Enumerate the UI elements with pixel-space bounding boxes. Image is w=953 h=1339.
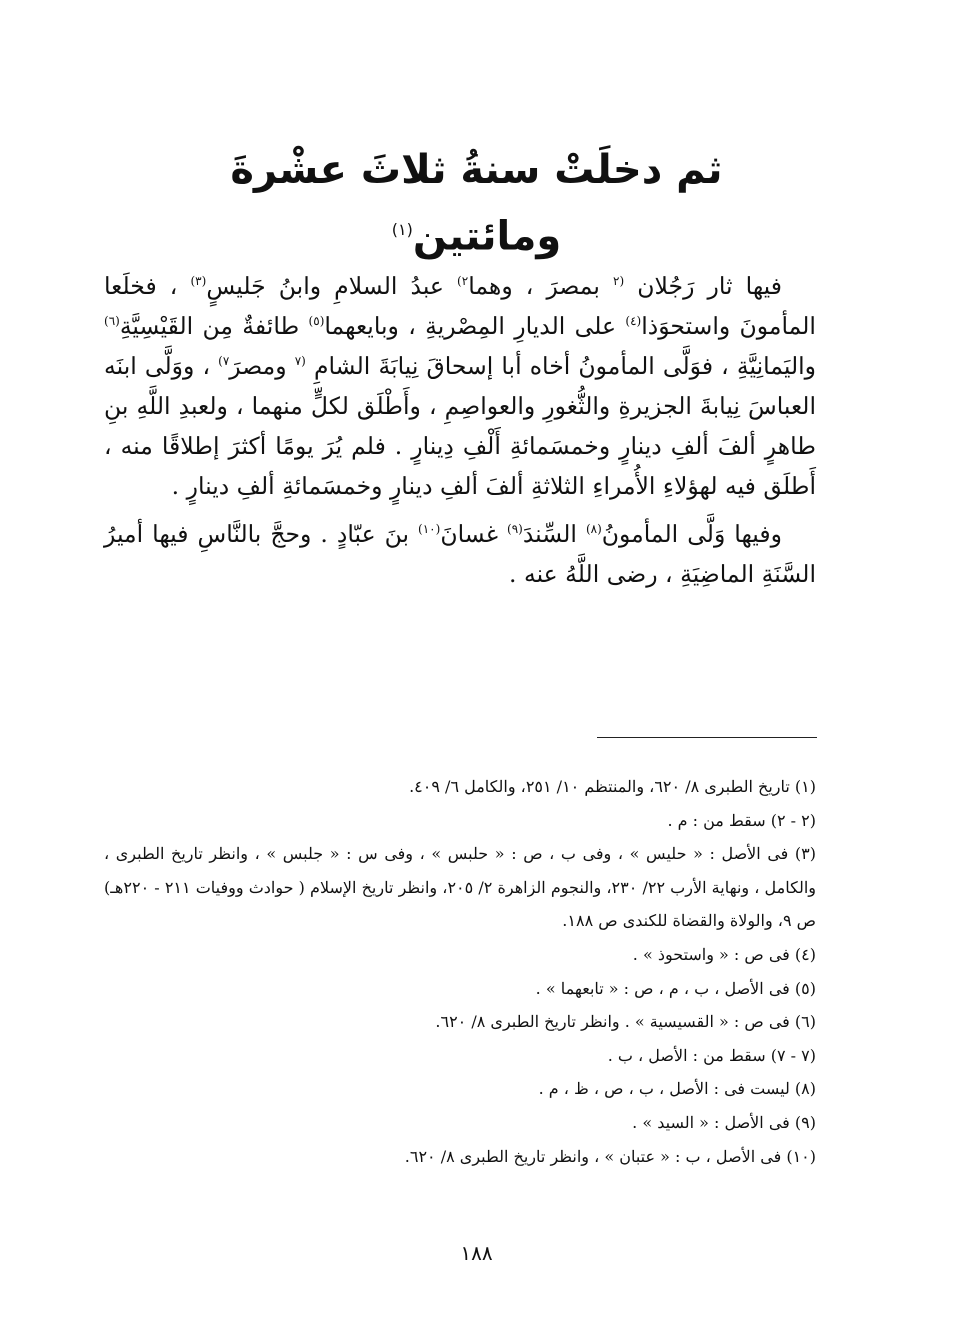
footnote-ref: (٦) <box>104 314 120 329</box>
text-run: غسانَ <box>440 520 498 548</box>
text-run: بنَ عبّادٍ . وحجَّ بالنَّاسِ فيها أميرُ السَّنَةِ الماضِيَةِ ، رضى اللَّهُ عنه . <box>104 520 816 588</box>
footnote: (٩) فى الأصل : « السيد » . <box>632 1112 816 1132</box>
text-run: ، ووَلَّى ابنَه العباسَ نِيابةَ الجزيرةِ والثُّغورِ والعواصِمِ ، وأَطْلَق لكلٍّ منهما ، ولعبدِ اللَّهِ بنِ طاهرٍ ألفَ ألفِ دينارٍ وخمسَمائةِ أَلْفِ دِينارٍ . فلم يُرَ يومًا أكثرَ إطلاقًا منه ، أَطلَق فيه لهؤلاءِ الأُمراءِ الثلاثةِ ألفَ ألفِ دينارٍ وخمسَمائةِ ألفِ دينارٍ . <box>104 352 816 500</box>
footnote-ref: (٩) <box>507 522 523 537</box>
footnote-ref: ٢) <box>457 274 469 289</box>
footnote: (١) تاريخ الطبرى ٨/ ٦٢٠، والمنتظم ١٠/ ٢٥١، والكامل ٦/ ٤٠٩. <box>409 777 816 796</box>
footnote-ref: ٧) <box>218 354 230 369</box>
text-run: ، فخلَعا المأمونَ واستحوَذا <box>104 272 816 340</box>
chapter-title-text: ثم دخلَتْ سنةُ ثلاثَ عشْرةَ ومائتين <box>230 147 723 260</box>
footnote: (٣) فى الأصل : « حليس » ، وفى ب ، ص : « حلبس » ، وفى س : « جلبس » ، وانظر تاريخ الطبرى ، والكامل ، ونهاية الأرب ٢٢/ ٢٣٠، والنجوم الزاهرة ٢/ ٢٠٥، وانظر تاريخ الإسلام ( حوادث ووفيات ٢١١ - ٢٢٠هـ) ص ٩، والولاة والقضاة للكندى ص ١٨٨. <box>104 844 817 931</box>
footnote: (٨) ليست فى : الأصل ، ب ، ص ، ظ ، م . <box>538 1079 816 1099</box>
text-run: وفيها وَلَّى المأمونُ <box>601 520 782 548</box>
chapter-title <box>150 140 803 266</box>
footnote-ref: (٣) <box>190 274 207 289</box>
footnotes <box>104 770 816 1173</box>
footnote-ref: (٤) <box>625 314 642 329</box>
footnote: (٧ - ٧) سقط من : الأصل ، ب . <box>607 1045 816 1065</box>
footnote: (٦) فى ص : « القسيسية » . وانظر تاريخ الطبرى ٨/ ٦٢٠. <box>435 1012 816 1032</box>
footnote-ref: (٥) <box>308 314 325 329</box>
footnote: (٥) فى الأصل ، ب ، م ، ص : « تابعهما » . <box>535 978 816 998</box>
text-run: واليَمانِيَّةِ ، فوَلَّى المأمونُ أخاه أبا إسحاقَ نِيابَةَ الشامِ <box>313 352 816 380</box>
text-run: السِّندَ <box>522 520 577 548</box>
footnote: (٤) فى ص : « واستحوذ » . <box>632 944 816 964</box>
footnote: (١٠) فى الأصل ، ب : « عتبان » ، وانظر تاريخ الطبرى ٨/ ٦٢٠. <box>404 1146 816 1166</box>
text-run: فيها ثار رَجُلان <box>637 272 782 300</box>
text-run: طائفةٌ مِن القَيْسِيَّةِ <box>119 312 300 340</box>
paragraph-1 <box>104 266 816 506</box>
footnote-ref: (٧ <box>294 354 306 369</box>
text-run: بمصرَ ، وهما <box>468 272 600 300</box>
text-run: على الديارِ المِصْريةِ ، وبايعهما <box>324 312 617 340</box>
title-footnote-ref: (١) <box>391 220 413 239</box>
footnote-ref: (٢ <box>613 274 625 289</box>
main-text <box>104 266 816 594</box>
text-run: ومصرَ <box>229 352 287 380</box>
text-run: عبدُ السلامِ وابنُ جَليسٍ <box>206 272 444 300</box>
footnote-ref: (٨) <box>585 522 602 537</box>
paragraph-2 <box>104 514 816 594</box>
page-number: ١٨٨ <box>460 1241 493 1265</box>
footnote-ref: (١٠) <box>418 522 441 537</box>
footnote-divider <box>597 737 817 738</box>
footnote: (٢ - ٢) سقط من : م . <box>667 810 816 830</box>
